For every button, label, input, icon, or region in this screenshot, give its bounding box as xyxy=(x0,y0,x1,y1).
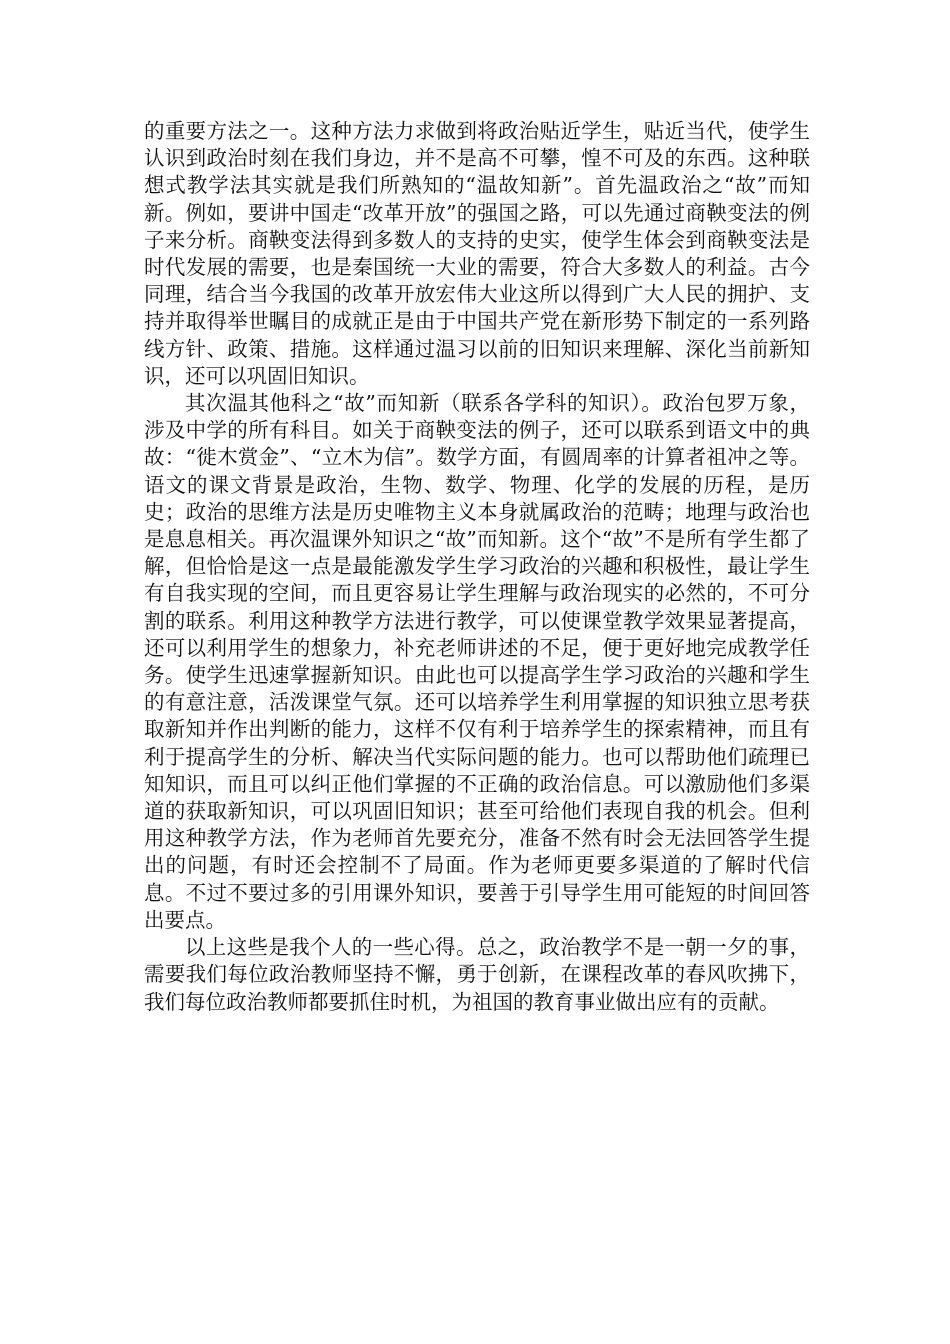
paragraph-3: 以上这些是我个人的一些心得。总之，政治教学不是一朝一夕的事，需要我们每位政治教师坚持不懈，勇于创新，在课程改革的春风吹拂下，我们每位政治教师都要抓住时机，为祖国的教育事业做出应有的贡献。 xyxy=(144,935,810,1014)
paragraph-1: 的重要方法之一。这种方法力求做到将政治贴近学生，贴近当代，使学生认识到政治时刻在我们身边，并不是高不可攀，惶不可及的东西。这种联想式教学法其实就是我们所熟知的“温故知新”。首先温政治之“故”而知新。例如，要讲中国走“改革开放”的强国之路，可以先通过商鞅变法的例子来分析。商鞅变法得到多数人的支持的史实，使学生体会到商鞅变法是时代发展的需要，也是秦国统一大业的需要，符合大多数人的利益。古今同理，结合当今我国的改革开放宏伟大业这所以得到广大人民的拥护、支持并取得举世瞩目的成就正是由于中国共产党在新形势下制定的一系列路线方针、政策、措施。这样通过温习以前的旧知识来理解、深化当前新知识，还可以巩固旧知识。 xyxy=(144,119,810,388)
document-page xyxy=(144,118,810,1016)
paragraph-2: 其次温其他科之“故”而知新（联系各学科的知识）。政治包罗万象，涉及中学的所有科目。如关于商鞅变法的例子，还可以联系到语文中的典故：“徙木赏金”、“立木为信”。数学方面，有圆周率的计算者祖冲之等。语文的课文背景是政治，生物、数学、物理、化学的发展的历程，是历史；政治的思维方法是历史唯物主义本身就属政治的范畴；地理与政治也是息息相关。再次温课外知识之“故”而知新。这个“故”不是所有学生都了解，但恰恰是这一点是最能激发学生学习政治的兴趣和积极性，最让学生有自我实现的空间，而且更容易让学生理解与政治现实的必然的，不可分割的联系。利用这种教学方法进行教学，可以使课堂教学效果显著提高，还可以利用学生的想象力，补充老师讲述的不足，便于更好地完成教学任务。使学生迅速掌握新知识。由此也可以提高学生学习政治的兴趣和学生的有意注意，活泼课堂气氛。还可以培养学生利用掌握的知识独立思考获取新知并作出判断的能力，这样不仅有利于培养学生的探索精神，而且有利于提高学生的分析、解决当代实际问题的能力。也可以帮助他们疏理已知知识，而且可以纠正他们掌握的不正确的政治信息。可以激励他们多渠道的获取新知识，可以巩固旧知识；甚至可给他们表现自我的机会。但利用这种教学方法，作为老师首先要充分，准备不然有时会无法回答学生提出的问题，有时还会控制不了局面。作为老师更要多渠道的了解时代信息。不过不要过多的引用课外知识，要善于引导学生用可能短的时间回答出要点。 xyxy=(144,391,810,932)
